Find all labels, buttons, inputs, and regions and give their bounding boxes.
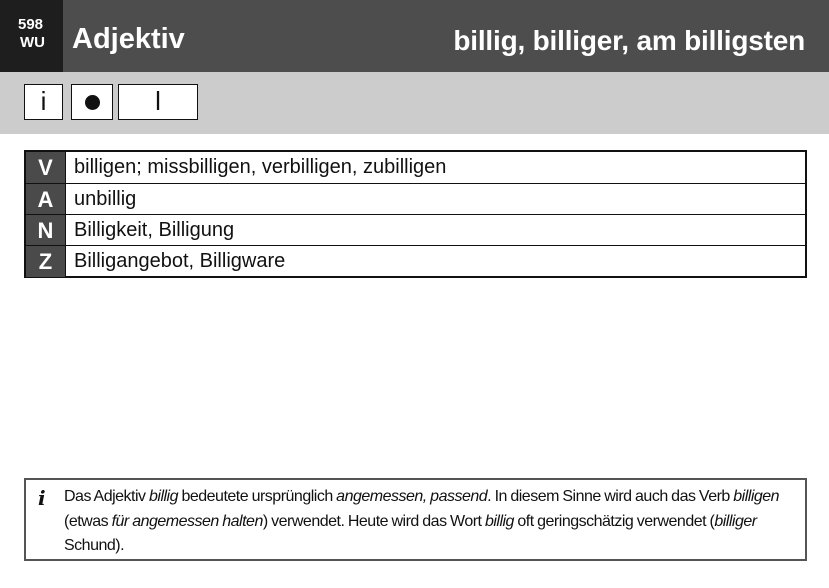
note-segment: Schund). bbox=[64, 537, 125, 554]
row-letter: Z bbox=[26, 246, 65, 277]
syllable-box-2 bbox=[71, 84, 113, 120]
row-divider bbox=[65, 152, 66, 183]
note-segment-italic: für angemessen halten bbox=[111, 512, 263, 530]
note-segment-italic: billigen bbox=[733, 488, 780, 505]
note-segment: ) verwendet. Heute wird das Wort bbox=[262, 512, 485, 530]
syllable-label-1: i bbox=[40, 86, 47, 116]
syllable-label-3: l bbox=[155, 86, 161, 116]
note-segment: Das Adjektiv bbox=[64, 488, 149, 505]
note-segment-italic: billig bbox=[484, 512, 514, 530]
word-family-table bbox=[24, 150, 807, 278]
row-divider bbox=[65, 215, 66, 246]
word-family-row-compound bbox=[26, 245, 805, 277]
word-family-row-noun bbox=[26, 214, 805, 246]
note-segment-italic: billig bbox=[148, 488, 178, 505]
dot-icon bbox=[85, 95, 100, 110]
header-bar bbox=[0, 0, 829, 72]
entry-badge bbox=[0, 0, 63, 72]
row-text: billigen; missbilligen, verbilligen, zubilligen bbox=[74, 156, 447, 178]
word-family-row-adjective bbox=[26, 183, 805, 215]
note-segment: (etwas bbox=[64, 512, 112, 530]
word-family-row-verb bbox=[26, 152, 805, 183]
note-segment-italic: billiger bbox=[714, 512, 757, 530]
row-divider bbox=[65, 184, 66, 215]
row-divider bbox=[65, 246, 66, 277]
note-segment: bedeutete ursprünglich bbox=[178, 488, 337, 505]
entry-code: WU bbox=[20, 34, 45, 51]
row-letter: V bbox=[26, 152, 65, 183]
row-text: Billigangebot, Billigware bbox=[74, 250, 286, 272]
note-segment: oft geringschätzig verwendet ( bbox=[513, 512, 715, 530]
note-segment-italic: angemessen, passend bbox=[336, 488, 488, 505]
row-letter: A bbox=[26, 184, 65, 215]
comparison-forms: billig, billiger, am billigsten bbox=[453, 25, 805, 56]
row-letter: N bbox=[26, 215, 65, 246]
info-i-icon: i bbox=[38, 486, 46, 510]
row-text: unbillig bbox=[74, 188, 137, 210]
syllable-box-1 bbox=[24, 84, 63, 120]
syllable-box-3 bbox=[118, 84, 198, 120]
syllable-bar bbox=[0, 72, 829, 134]
note-segment: . In diesem Sinne wird auch das Verb bbox=[487, 488, 734, 505]
info-note-box bbox=[24, 478, 807, 561]
row-text: Billigkeit, Billigung bbox=[74, 219, 235, 241]
info-note-text bbox=[64, 485, 797, 559]
entry-number: 598 bbox=[18, 16, 44, 33]
word-class-title: Adjektiv bbox=[72, 23, 185, 55]
